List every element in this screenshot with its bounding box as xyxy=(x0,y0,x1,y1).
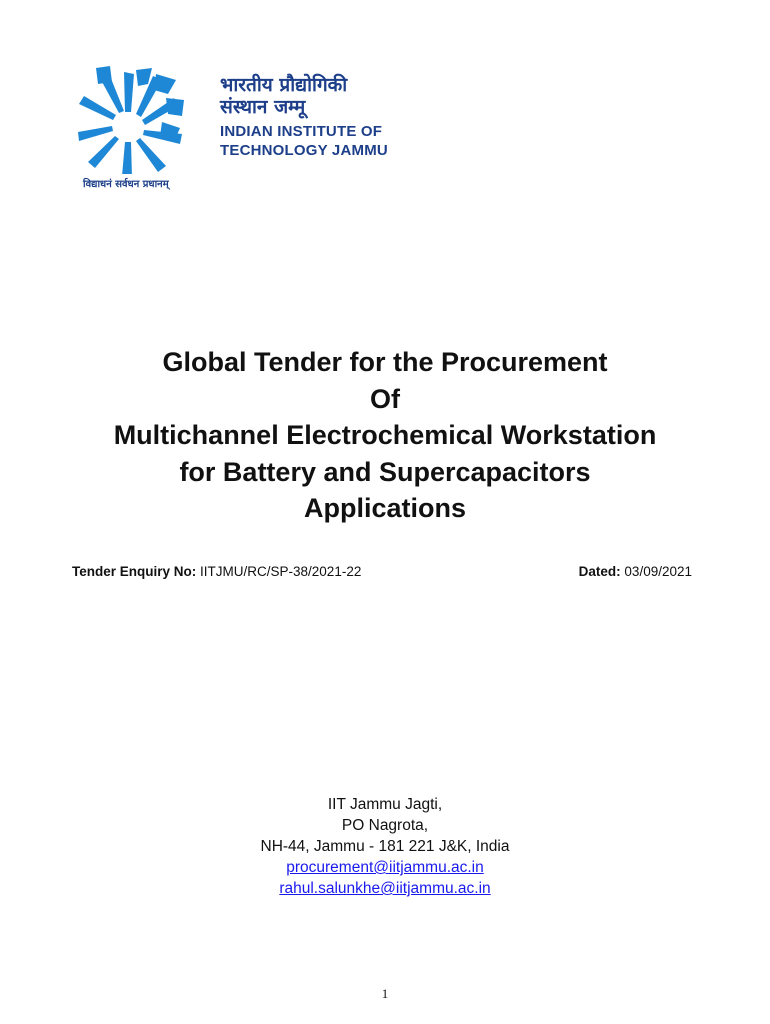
logo-hindi-line-1: भारतीय प्रौद्योगिकी xyxy=(220,74,348,96)
tender-date-value: 03/09/2021 xyxy=(624,564,692,579)
address-block xyxy=(0,794,770,899)
tender-enquiry-number xyxy=(72,564,361,579)
tender-enquiry-label: Tender Enquiry No: xyxy=(72,564,197,579)
tender-enquiry-row xyxy=(72,564,692,584)
logo-hindi-line-2: संस्थान जम्मू xyxy=(220,96,306,118)
procurement-email-link[interactable]: procurement@iitjammu.ac.in xyxy=(286,859,484,876)
document-title xyxy=(0,344,770,527)
logo-english-line-2: TECHNOLOGY JAMMU xyxy=(220,142,388,159)
logo-motto: विद्याधनं सर्वधन प्रधानम् xyxy=(83,179,169,190)
title-line-5: Applications xyxy=(303,493,466,523)
address-line-1: IIT Jammu Jagti, xyxy=(327,796,443,813)
tender-date xyxy=(579,564,692,579)
contact-email-link[interactable]: rahul.salunkhe@iitjammu.ac.in xyxy=(279,880,491,897)
logo-english-line-1: INDIAN INSTITUTE OF xyxy=(220,123,383,140)
iit-jammu-emblem-icon xyxy=(76,66,188,174)
title-line-4: for Battery and Supercapacitors xyxy=(179,456,591,487)
tender-enquiry-value: IITJMU/RC/SP-38/2021-22 xyxy=(200,564,362,579)
address-line-3: NH-44, Jammu - 181 221 J&K, India xyxy=(260,838,510,855)
address-line-2: PO Nagrota, xyxy=(341,817,429,834)
title-line-2: Of xyxy=(370,383,400,414)
title-line-1: Global Tender for the Procurement xyxy=(162,347,608,377)
page-number: 1 xyxy=(381,986,389,1001)
tender-date-label: Dated: xyxy=(578,564,621,579)
title-line-3: Multichannel Electrochemical Workstation xyxy=(113,420,657,450)
institute-logo xyxy=(76,66,406,196)
